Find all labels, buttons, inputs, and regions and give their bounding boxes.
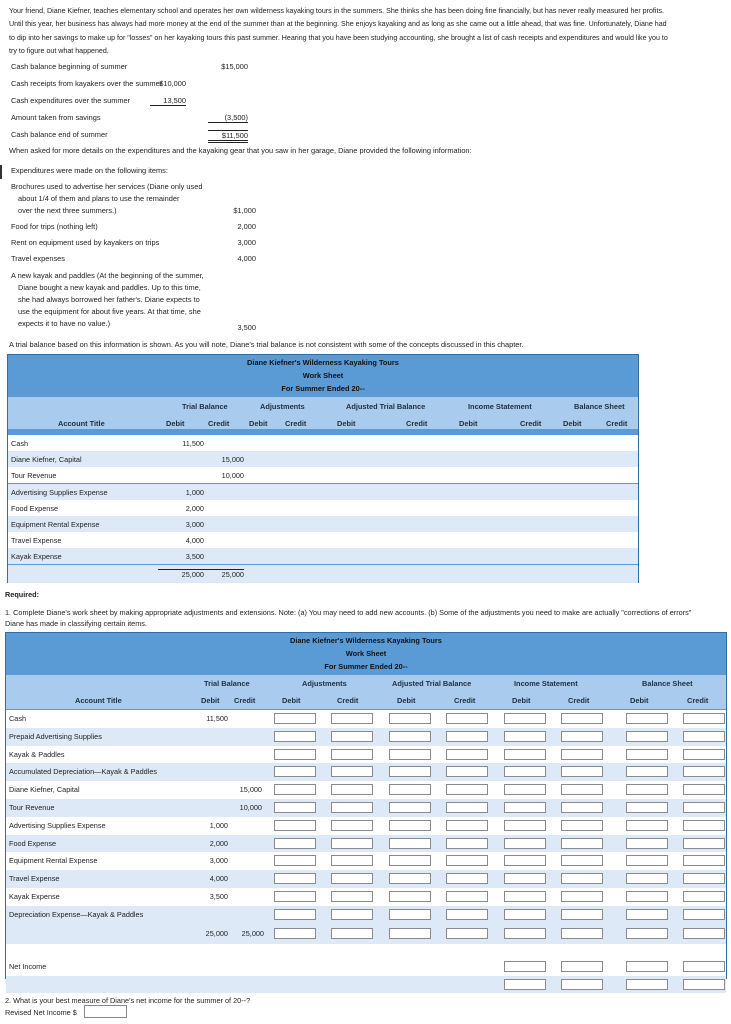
worksheet-input[interactable] <box>626 749 668 760</box>
worksheet-input[interactable] <box>389 873 431 884</box>
worksheet-input[interactable] <box>389 855 431 866</box>
final-total-input[interactable] <box>683 979 725 990</box>
totals-row <box>8 565 638 583</box>
account-name: Kayak & Paddles <box>9 749 65 759</box>
table-row <box>6 817 726 835</box>
table-row <box>6 799 726 817</box>
account-name: Cash <box>11 439 29 448</box>
table-row <box>6 835 726 853</box>
trial-debit: 3,000 <box>185 520 204 529</box>
worksheet-input[interactable] <box>626 891 668 902</box>
table-row <box>8 532 638 548</box>
worksheet-input[interactable] <box>274 802 316 813</box>
cash-summary-total: (3,500) <box>208 113 248 123</box>
worksheet-input[interactable] <box>446 731 488 742</box>
table-row <box>6 870 726 888</box>
worksheet-input[interactable] <box>274 855 316 866</box>
table-row <box>6 746 726 764</box>
account-name: Advertising Supplies Expense <box>9 820 106 830</box>
debit-header: Debit <box>249 419 268 428</box>
table-row <box>8 467 638 483</box>
cash-summary-total: $11,500 <box>208 130 248 143</box>
account-name: Tour Revenue <box>11 471 57 481</box>
worksheet-input[interactable] <box>446 713 488 724</box>
worksheet-input[interactable] <box>389 713 431 724</box>
worksheet-input[interactable] <box>561 713 603 724</box>
worksheet-input[interactable] <box>389 891 431 902</box>
worksheet-input[interactable] <box>389 749 431 760</box>
worksheet-input[interactable] <box>331 784 373 795</box>
table-row <box>6 781 726 799</box>
worksheet-input[interactable] <box>561 802 603 813</box>
worksheet-input[interactable] <box>389 766 431 777</box>
account-name: Prepaid Advertising Supplies <box>9 731 102 741</box>
account-name: Food Expense <box>9 838 57 848</box>
worksheet-input[interactable] <box>331 820 373 831</box>
worksheet-input[interactable] <box>331 891 373 902</box>
table-row <box>6 728 726 746</box>
table-row <box>8 435 638 451</box>
worksheet-input[interactable] <box>504 855 546 866</box>
worksheet-input[interactable] <box>683 802 725 813</box>
worksheet-input[interactable] <box>389 838 431 849</box>
worksheet-input[interactable] <box>504 838 546 849</box>
required-label: Required: <box>5 590 40 599</box>
total-input[interactable] <box>626 928 668 939</box>
cash-summary-total: $15,000 <box>221 62 248 71</box>
worksheet-input[interactable] <box>626 784 668 795</box>
worksheet-title: Diane Kiefner's Wilderness Kayaking Tours <box>247 358 399 367</box>
column-group-header: Balance Sheet <box>574 402 625 411</box>
account-name: Kayak Expense <box>9 892 60 901</box>
account-name: Tour Revenue <box>9 803 55 812</box>
trial-debit-total: 25,000 <box>158 569 204 579</box>
expenditure-line: Travel expenses <box>11 254 65 263</box>
trial-debit: 4,000 <box>209 874 228 884</box>
trial-credit: 15,000 <box>221 455 244 465</box>
table-row <box>6 906 726 924</box>
column-group-header: Income Statement <box>468 402 532 411</box>
net-income-label: Net Income <box>9 962 47 972</box>
table-row <box>6 888 726 906</box>
worksheet-input[interactable] <box>683 855 725 866</box>
worksheet-input[interactable] <box>389 784 431 795</box>
worksheet-input[interactable] <box>389 820 431 831</box>
column-group-header: Adjustments <box>302 679 347 688</box>
credit-header: Credit <box>337 696 359 705</box>
worksheet-input[interactable] <box>561 873 603 884</box>
cash-summary-value: 13,500 <box>150 96 186 106</box>
total-input[interactable] <box>274 928 316 939</box>
worksheet-input[interactable] <box>683 820 725 831</box>
expenditure-line: she had always borrowed her father's. Diane expects to <box>18 295 200 304</box>
account-name: Food Expense <box>11 503 59 513</box>
worksheet-input[interactable] <box>446 909 488 920</box>
account-name: Accumulated Depreciation—Kayak & Paddles <box>9 767 158 777</box>
cash-summary-value: $10,000 <box>159 79 186 88</box>
worksheet-input[interactable] <box>626 838 668 849</box>
account-name: Travel Expense <box>11 536 62 546</box>
worksheet-input[interactable] <box>446 784 488 795</box>
table-row <box>6 763 726 781</box>
worksheet-input[interactable] <box>446 855 488 866</box>
total-input[interactable] <box>446 928 488 939</box>
debit-header: Debit <box>563 419 582 428</box>
adjustment-worksheet <box>5 632 727 979</box>
details-intro: When asked for more details on the expenditures and the kayaking gear that you saw in her garage, Diane provided the following information: <box>9 146 472 155</box>
net-income-row <box>6 958 726 976</box>
total-input[interactable] <box>389 928 431 939</box>
worksheet-subtitle: Work Sheet <box>302 371 344 380</box>
expenditure-line: Rent on equipment used by kayakers on trips <box>11 238 160 247</box>
worksheet-input[interactable] <box>626 713 668 724</box>
worksheet-input[interactable] <box>274 766 316 777</box>
worksheet-input[interactable] <box>331 749 373 760</box>
credit-header: Credit <box>208 419 230 428</box>
expenditure-line: Brochures used to advertise her services (Diane only used <box>11 182 203 191</box>
worksheet-input[interactable] <box>446 802 488 813</box>
credit-header: Credit <box>454 696 476 705</box>
worksheet-input[interactable] <box>561 855 603 866</box>
expenditure-line: Diane bought a new kayak and paddles. Up to this time, <box>18 283 201 292</box>
worksheet-input[interactable] <box>504 731 546 742</box>
intro-paragraph: Your friend, Diane Kiefner, teaches elementary school and operates her own wilderness kayaking tours in the summers. She thinks she has been doing fine financially, but has never really measured her profits. Until this year, her business has always had more money at the end of the summer than at the beginning. She enjoys kayaking and as long as she came out a little ahead, that was fine. Unfortunately, Diane had to dip into her savings to make up for "losses" on her kayaking tours this past summer. Hearing that you have been studying accounting, she brought a list of cash receipts and expenditures and would like you to try to figure out what happened. <box>9 7 668 56</box>
worksheet-input[interactable] <box>331 855 373 866</box>
table-row <box>6 852 726 870</box>
worksheet-input[interactable] <box>683 766 725 777</box>
total-input[interactable] <box>504 928 546 939</box>
worksheet-period: For Summer Ended 20-- <box>281 384 365 393</box>
expenditures-heading: Expenditures were made on the following items: <box>11 166 168 175</box>
worksheet-input[interactable] <box>446 873 488 884</box>
credit-header: Credit <box>520 419 542 428</box>
trial-debit: 2,000 <box>185 503 204 513</box>
account-name: Diane Kiefner, Capital <box>9 785 80 795</box>
account-name: Travel Expense <box>9 874 60 884</box>
worksheet-input[interactable] <box>626 909 668 920</box>
credit-header: Credit <box>234 696 256 705</box>
cash-summary-label: Cash balance beginning of summer <box>11 62 128 71</box>
column-group-header: Adjusted Trial Balance <box>392 679 472 688</box>
worksheet-input[interactable] <box>626 855 668 866</box>
revised-net-income-input[interactable] <box>84 1005 127 1018</box>
worksheet-input[interactable] <box>504 749 546 760</box>
worksheet-input[interactable] <box>504 909 546 920</box>
debit-header: Debit <box>397 696 416 705</box>
worksheet-input[interactable] <box>446 820 488 831</box>
trial-credit: 10,000 <box>239 803 262 812</box>
table-row <box>8 500 638 516</box>
table-row <box>8 451 638 467</box>
trial-debit: 3,500 <box>185 552 204 562</box>
expenditure-line: A new kayak and paddles (At the beginning of the summer, <box>11 271 204 280</box>
credit-header: Credit <box>568 696 590 705</box>
column-group-header: Trial Balance <box>204 679 250 688</box>
worksheet-input[interactable] <box>683 713 725 724</box>
final-total-input[interactable] <box>561 979 603 990</box>
worksheet-input[interactable] <box>626 873 668 884</box>
worksheet-input[interactable] <box>561 766 603 777</box>
net-income-input[interactable] <box>626 961 668 972</box>
credit-header: Credit <box>687 696 709 705</box>
revised-net-income-label: Revised Net Income $ <box>5 1008 77 1017</box>
trial-credit: 10,000 <box>221 471 244 481</box>
worksheet-input[interactable] <box>389 802 431 813</box>
cash-summary-label: Cash receipts from kayakers over the summer <box>11 79 163 88</box>
net-income-input[interactable] <box>504 961 546 972</box>
trial-debit: 1,000 <box>209 820 228 830</box>
worksheet-input[interactable] <box>274 838 316 849</box>
worksheet-input[interactable] <box>446 838 488 849</box>
cash-summary-label: Cash expenditures over the summer <box>11 96 131 105</box>
worksheet-input[interactable] <box>683 731 725 742</box>
worksheet-input[interactable] <box>683 749 725 760</box>
worksheet-input[interactable] <box>446 766 488 777</box>
totals-row <box>6 924 726 944</box>
worksheet-input[interactable] <box>504 784 546 795</box>
trial-debit: 3,500 <box>209 892 228 901</box>
table-row <box>8 548 638 564</box>
debit-header: Debit <box>337 419 356 428</box>
debit-header: Debit <box>166 419 185 428</box>
debit-header: Debit <box>512 696 531 705</box>
expenditure-line: use the equipment for about five years. At that time, she <box>18 307 201 316</box>
worksheet-input[interactable] <box>626 731 668 742</box>
worksheet-input[interactable] <box>331 713 373 724</box>
worksheet-input[interactable] <box>626 820 668 831</box>
worksheet-input[interactable] <box>331 873 373 884</box>
cash-summary-label: Amount taken from savings <box>11 113 101 122</box>
debit-header: Debit <box>630 696 649 705</box>
debit-header: Debit <box>459 419 478 428</box>
worksheet-input[interactable] <box>389 731 431 742</box>
account-name: Cash <box>9 714 27 723</box>
worksheet-input[interactable] <box>561 749 603 760</box>
worksheet-subtitle: Work Sheet <box>345 649 387 658</box>
account-name: Equipment Rental Expense <box>9 856 98 866</box>
worksheet-input[interactable] <box>561 891 603 902</box>
expenditure-amount: $1,000 <box>233 206 256 215</box>
debit-header: Debit <box>282 696 301 705</box>
account-title-header: Account Title <box>75 696 122 705</box>
trial-credit-total: 25,000 <box>241 928 264 938</box>
worksheet-input[interactable] <box>274 891 316 902</box>
worksheet-input[interactable] <box>446 891 488 902</box>
worksheet-input[interactable] <box>504 891 546 902</box>
final-totals-row <box>6 976 726 993</box>
expenditure-amount: 2,000 <box>237 222 256 231</box>
worksheet-input[interactable] <box>504 802 546 813</box>
worksheet-input[interactable] <box>504 766 546 777</box>
left-margin-marker <box>0 165 2 179</box>
worksheet-input[interactable] <box>274 713 316 724</box>
expenditure-amount: 3,000 <box>237 238 256 247</box>
debit-header: Debit <box>201 696 220 705</box>
trial-credit-total: 25,000 <box>198 569 244 579</box>
credit-header: Credit <box>606 419 628 428</box>
net-income-input[interactable] <box>561 961 603 972</box>
column-group-header: Income Statement <box>514 679 578 688</box>
worksheet-input[interactable] <box>626 766 668 777</box>
worksheet-input[interactable] <box>446 749 488 760</box>
worksheet-input[interactable] <box>561 820 603 831</box>
worksheet-input[interactable] <box>561 784 603 795</box>
table-row <box>6 710 726 728</box>
trial-debit: 1,000 <box>185 487 204 497</box>
trial-debit-total: 25,000 <box>205 928 228 938</box>
trial-debit: 11,500 <box>206 714 228 723</box>
question-2: 2. What is your best measure of Diane's net income for the summer of 20--? <box>5 996 251 1005</box>
expenditure-line: Food for trips (nothing left) <box>11 222 98 231</box>
column-group-header: Balance Sheet <box>642 679 693 688</box>
credit-header: Credit <box>285 419 307 428</box>
trial-balance-note: A trial balance based on this information is shown. As you will note, Diane's trial balance is not consistent with some of the concepts discussed in this chapter. <box>9 340 524 349</box>
account-name: Depreciation Expense—Kayak & Paddles <box>9 909 144 919</box>
worksheet-input[interactable] <box>504 873 546 884</box>
account-name: Kayak Expense <box>11 552 62 562</box>
worksheet-input[interactable] <box>683 838 725 849</box>
column-group-header: Adjustments <box>260 402 305 411</box>
credit-header: Credit <box>406 419 428 428</box>
worksheet-period: For Summer Ended 20-- <box>324 662 408 671</box>
column-group-header: Adjusted Trial Balance <box>346 402 426 411</box>
trial-credit: 15,000 <box>239 785 262 795</box>
worksheet-input[interactable] <box>274 909 316 920</box>
worksheet-input[interactable] <box>504 820 546 831</box>
worksheet-input[interactable] <box>683 873 725 884</box>
worksheet-title: Diane Kiefner's Wilderness Kayaking Tours <box>290 636 442 645</box>
worksheet-input[interactable] <box>683 891 725 902</box>
worksheet-input[interactable] <box>561 909 603 920</box>
worksheet-input[interactable] <box>274 820 316 831</box>
expenditure-amount: 4,000 <box>237 254 256 263</box>
total-input[interactable] <box>561 928 603 939</box>
expenditure-amount: 3,500 <box>237 323 256 332</box>
worksheet-input[interactable] <box>274 731 316 742</box>
expenditure-line: over the next three summers.) <box>18 206 117 215</box>
worksheet-input[interactable] <box>331 909 373 920</box>
account-title-header: Account Title <box>58 419 105 428</box>
worksheet-input[interactable] <box>274 784 316 795</box>
worksheet-input[interactable] <box>331 802 373 813</box>
trial-debit: 4,000 <box>185 536 204 546</box>
account-name: Equipment Rental Expense <box>11 520 100 529</box>
trial-debit: 2,000 <box>209 838 228 848</box>
trial-balance-worksheet <box>7 354 639 583</box>
requirement-1: 1. Complete Diane's work sheet by making appropriate adjustments and extensions. Note: (a) You may need to add new accounts. (b) Some of the adjustments you need to make are actually "corrections of errors" Diane has made in classifying certain items. <box>5 608 692 628</box>
total-input[interactable] <box>331 928 373 939</box>
table-row <box>8 516 638 532</box>
account-name: Diane Kiefner, Capital <box>11 455 82 465</box>
expenditure-line: expects it to have no value.) <box>18 319 111 328</box>
worksheet-input[interactable] <box>331 731 373 742</box>
worksheet-input[interactable] <box>389 909 431 920</box>
account-name: Advertising Supplies Expense <box>11 487 108 497</box>
total-input[interactable] <box>683 928 725 939</box>
column-group-header: Trial Balance <box>182 402 228 411</box>
worksheet-input[interactable] <box>626 802 668 813</box>
worksheet-input[interactable] <box>683 909 725 920</box>
worksheet-input[interactable] <box>683 784 725 795</box>
worksheet-input[interactable] <box>274 873 316 884</box>
worksheet-input[interactable] <box>561 838 603 849</box>
final-total-input[interactable] <box>626 979 668 990</box>
trial-debit: 3,000 <box>209 856 228 866</box>
worksheet-input[interactable] <box>331 766 373 777</box>
worksheet-input[interactable] <box>504 713 546 724</box>
table-row <box>8 484 638 500</box>
net-income-input[interactable] <box>683 961 725 972</box>
trial-debit: 11,500 <box>182 439 204 448</box>
worksheet-input[interactable] <box>274 749 316 760</box>
cash-summary-label: Cash balance end of summer <box>11 130 108 139</box>
final-total-input[interactable] <box>504 979 546 990</box>
worksheet-input[interactable] <box>561 731 603 742</box>
expenditure-line: about 1/4 of them and plans to use the remainder <box>18 194 180 203</box>
worksheet-input[interactable] <box>331 838 373 849</box>
